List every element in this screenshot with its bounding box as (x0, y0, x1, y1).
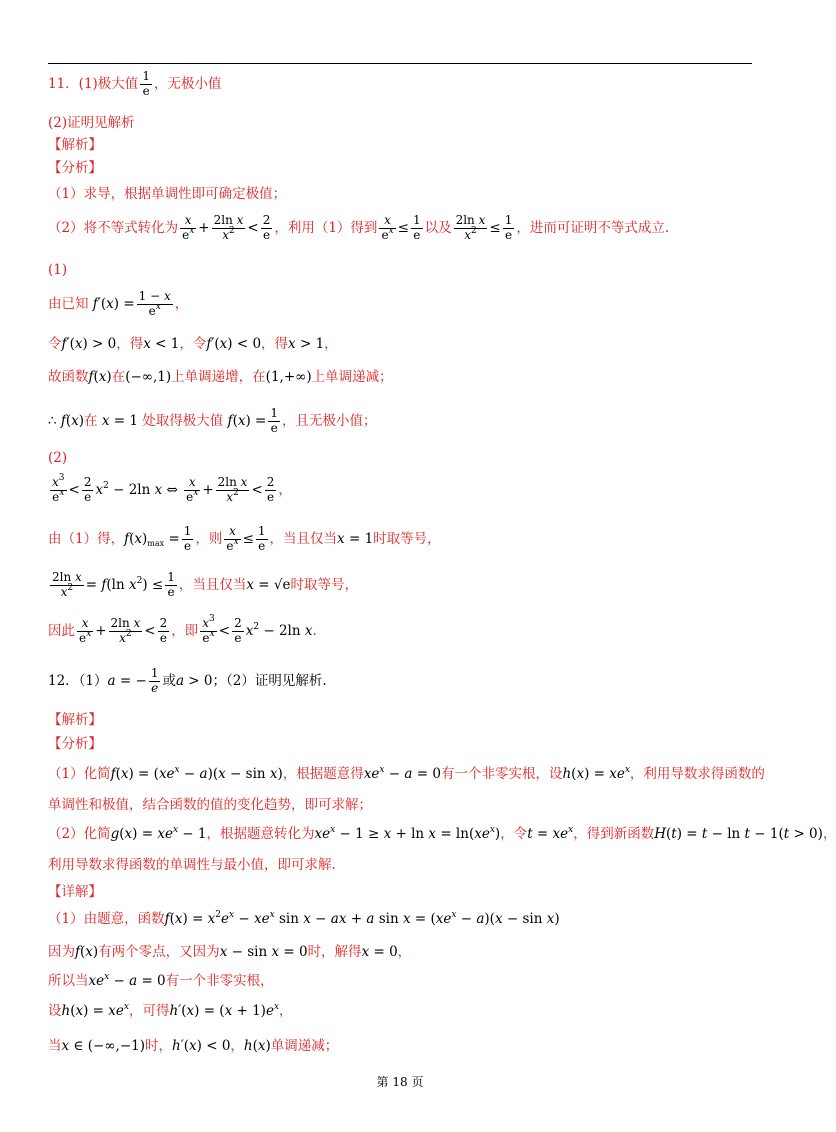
fraction: $\frac{1}{e}$ (142, 69, 150, 98)
q12-detail-5: 当x ∈ (−∞,−1)时，h′(x) < 0，h(x)单调递减； (48, 1038, 339, 1054)
q12-answer-line: 12．（1）a = − $\frac{1}{e}$ 或a > 0；（2）证明见解析. (48, 666, 327, 695)
q11-part2-label: (2) (48, 450, 68, 466)
top-rule (48, 63, 752, 64)
q11-fenxi: 【分析】 (48, 160, 102, 176)
q11-max: ∴ f(x)在 x = 1 处取得极大值 f(x) = $\frac{1}{e}$ ，且无极小值； (48, 406, 377, 435)
q11-ineq: $\frac{x^3}{e^x}$ < $\frac{2}{e}$ $x^2 - 2\ln$ x ⇔ $\frac{x}{e^x}$ + $\frac{\text{2ln x}}{x^2}$ < $\frac{2}{e}$ ， (52, 473, 292, 504)
q12-fenxi-1: （1）化简$f(x) = (xe^x - a)(x - \sin x)$，根据题意得$xe^x - a = 0$有一个非零实根，设$h(x) = xe^x$，利用导数求得函数的 (48, 765, 765, 782)
q12-detail-4: 设$h(x) = xe^x$，可得$h'(x) = (x + 1)e^x$， (48, 1002, 293, 1019)
q11-sign: 令f′(x) > 0，得x < 1，令f′(x) < 0，得x > 1， (48, 336, 338, 352)
q12-detail-1: （1）由题意，函数$f(x) = x^2e^x - xe^x$ sin x − ax + a $\sin x = (xe^x - a)(x - \sin x)$ (48, 910, 560, 927)
q11-answer-2: (2)证明见解析 (48, 115, 135, 131)
q11-derivative: 由已知 f′(x) = $\frac{1 - x}{e^x}$ ， (48, 289, 189, 318)
q12-fenxi-2: （2）化简$g(x) = xe^x - 1$，根据题意转化为$xe^x - 1 \ge x + \ln x = \ln(xe^x)$，令$t = xe^x$，得到新函数H(t) = t − ln t − 1(t > 0)， (48, 825, 836, 842)
q12-detail-2: 因为f(x)有两个零点，又因为x − sin x = 0时，解得x = 0， (48, 944, 412, 960)
q11-part1-label: (1) (48, 262, 68, 278)
q12-jiexi: 【解析】 (48, 712, 102, 728)
q11-jiexi: 【解析】 (48, 137, 102, 153)
q11-step2: $\frac{\text{2ln x}}{x^2}$ = f(ln $x^2$) ≤ $\frac{1}{e}$ ，当且仅当x = √e时取等号， (52, 570, 358, 599)
page-footer: 第 18 页 (376, 1075, 424, 1089)
q12-fenxi-1b: 单调性和极值，结合函数的值的变化趋势，即可求解； (48, 797, 372, 813)
q12-xiangjie: 【详解】 (48, 884, 102, 900)
q11-fenxi-2: （2）将不等式转化为 $\frac{x}{e^x}$ + $\frac{\text{2ln x}}{x^2}$ < $\frac{2}{e}$ ，利用（1）得到 $\frac{x}{e^x}$ ≤ $\frac{1}{e}$ 以及 $\frac{\text{2ln x}}{x^2}$ ≤ $\frac{1}{e}$ ，进而可证明不等式成立. (48, 213, 670, 242)
q11-answer-line: 11．(1)极大值 $\frac{1}{e}$ ，无极小值 (48, 69, 222, 98)
q11-conclusion: 因此 $\frac{x}{e^x}$ + $\frac{\text{2ln x}}{x^2}$ < $\frac{2}{e}$ ，即 $\frac{x^3}{e^x}$ < $\frac{2}{e}$ $x^2 - 2\ln$ x. (48, 614, 317, 645)
q11-fenxi-1: （1）求导，根据单调性即可确定极值； (48, 186, 287, 202)
q12-fenxi-2b: 利用导数求得函数的单调性与最小值，即可求解. (48, 857, 336, 873)
q12-fenxi: 【分析】 (48, 736, 102, 752)
q11-step1: 由（1）得，$f(x)_{max}$ = $\frac{1}{e}$ ，则 $\frac{x}{e^x}$ ≤ $\frac{1}{e}$ ，当且仅当x = 1时取等号， (48, 524, 441, 553)
q11-monotonic: 故函数f(x)在(−∞,1)上单调递增，在(1,+∞)上单调递减； (48, 369, 393, 385)
q12-detail-3: 所以当$xe^x - a = 0$有一个非零实根， (48, 972, 274, 989)
